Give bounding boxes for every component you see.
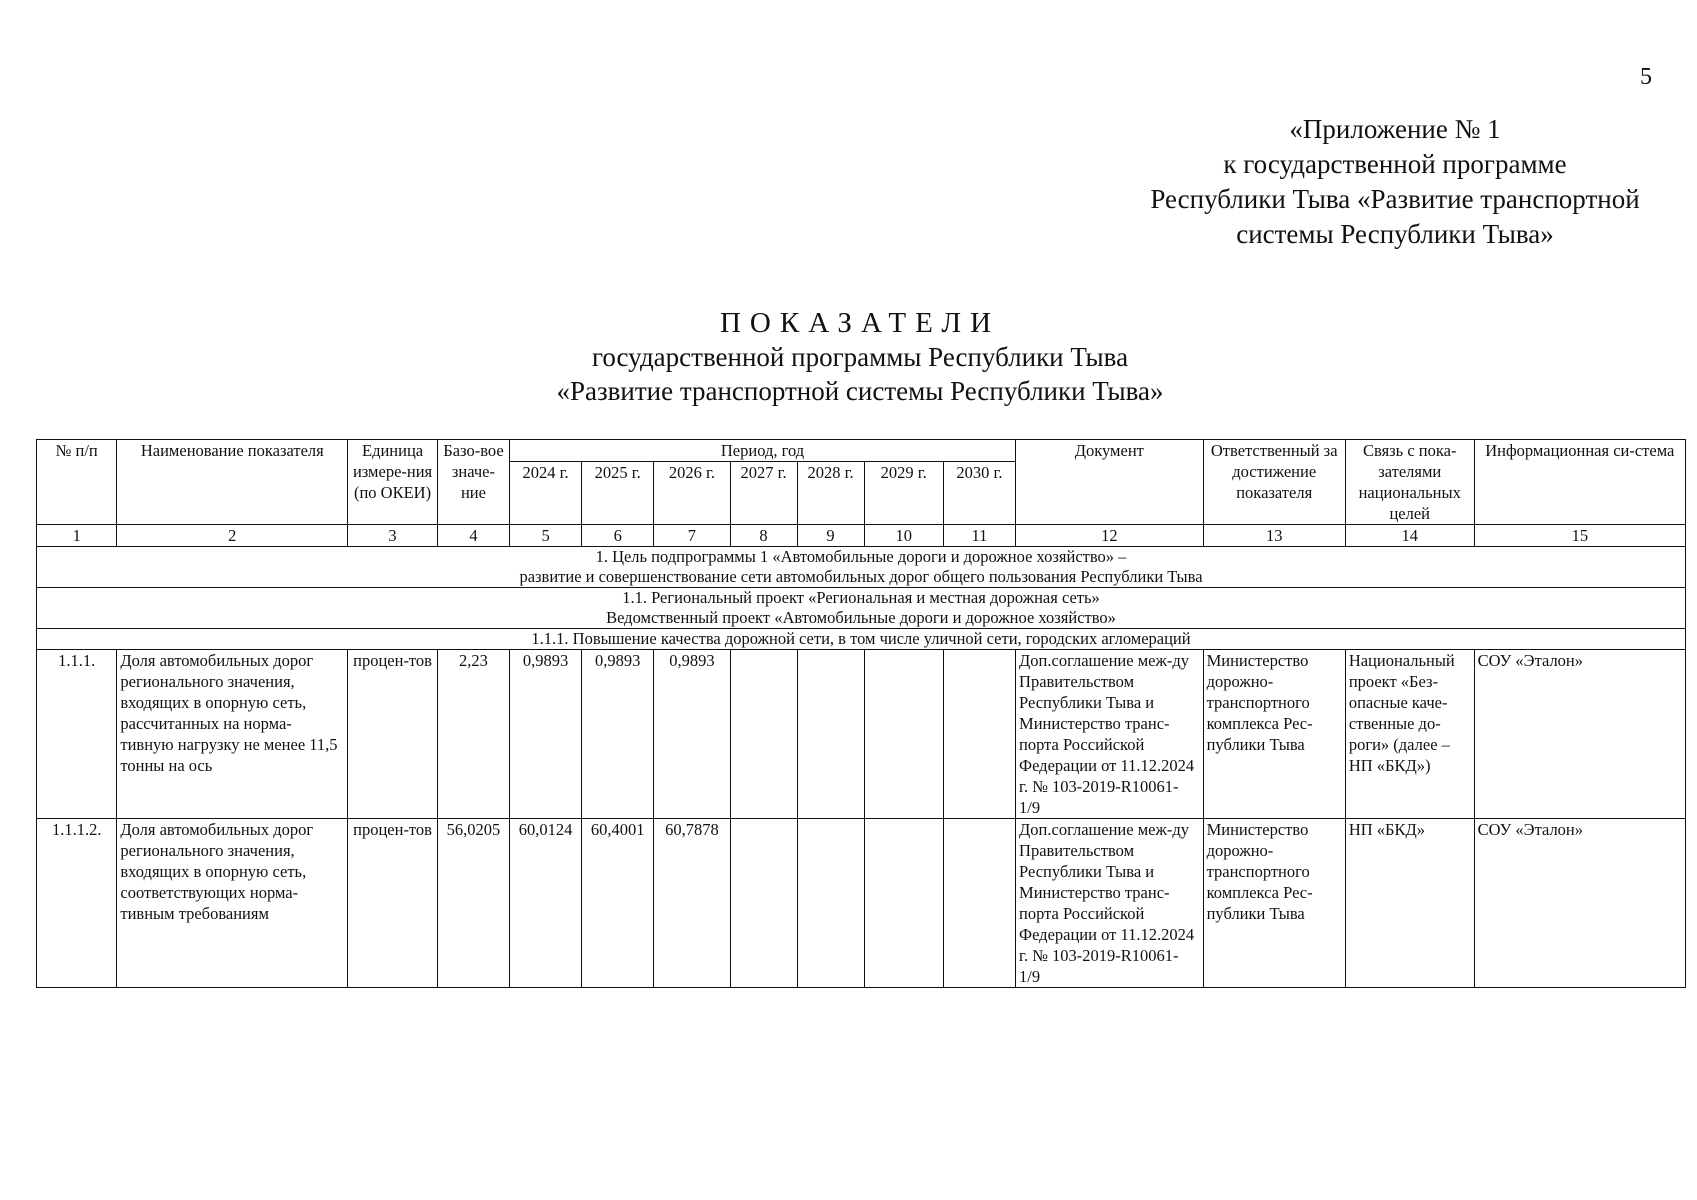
indicator-name: Доля автомобильных дорог регионального значения, входящих в опорную сеть, соответствующих норма-тивным требованиям xyxy=(117,819,348,988)
column-number: 9 xyxy=(797,525,864,547)
header-name: Наименование показателя xyxy=(117,440,348,525)
task-row xyxy=(37,629,1686,650)
column-number: 14 xyxy=(1345,525,1474,547)
header-link: Связь с пока-зателями национальных целей xyxy=(1345,440,1474,525)
column-number: 5 xyxy=(510,525,582,547)
document-title xyxy=(420,306,1300,408)
value-2027 xyxy=(730,819,797,988)
unit-cell: процен-тов xyxy=(348,819,438,988)
title-heading: ПОКАЗАТЕЛИ xyxy=(719,307,1001,339)
column-number: 7 xyxy=(654,525,730,547)
title-line-2: «Развитие транспортной системы Республики Тыва» xyxy=(556,376,1164,406)
appendix-reference xyxy=(1125,112,1665,252)
project-line-2: Ведомственный проект «Автомобильные дороги и дорожное хозяйство» xyxy=(606,608,1116,627)
goal-line-1: 1. Цель подпрограммы 1 «Автомобильные дороги и дорожное хозяйство» – xyxy=(595,547,1127,566)
column-number: 8 xyxy=(730,525,797,547)
responsible-cell: Министерство дорожно-транспортного комплекса Рес-публики Тыва xyxy=(1203,650,1345,819)
value-2029 xyxy=(864,819,943,988)
column-numbers-row xyxy=(37,525,1686,547)
row-number: 1.1.1.2. xyxy=(37,819,117,988)
value-2028 xyxy=(797,819,864,988)
value-2029 xyxy=(864,650,943,819)
info-system-cell: СОУ «Эталон» xyxy=(1474,650,1685,819)
base-value: 56,0205 xyxy=(437,819,509,988)
header-year: 2028 г. xyxy=(797,462,864,525)
document-cell: Доп.соглашение меж-ду Правительством Республики Тыва и Министерство транс-порта Российской Федерации от 11.12.2024 г. № 103-2019-R10061-1/9 xyxy=(1016,819,1204,988)
project-cell xyxy=(37,588,1686,629)
appendix-line: к государственной программе xyxy=(1223,149,1567,179)
column-number: 3 xyxy=(348,525,438,547)
project-row xyxy=(37,588,1686,629)
header-year: 2027 г. xyxy=(730,462,797,525)
header-year: 2029 г. xyxy=(864,462,943,525)
header-year: 2025 г. xyxy=(582,462,654,525)
column-number: 15 xyxy=(1474,525,1685,547)
header-num: № п/п xyxy=(37,440,117,525)
column-number: 13 xyxy=(1203,525,1345,547)
appendix-line: системы Республики Тыва» xyxy=(1236,219,1554,249)
value-2024: 0,9893 xyxy=(510,650,582,819)
table-row xyxy=(37,650,1686,819)
value-2028 xyxy=(797,650,864,819)
task-cell: 1.1.1. Повышение качества дорожной сети, в том числе уличной сети, городских агломераций xyxy=(37,629,1686,650)
header-document: Документ xyxy=(1016,440,1204,525)
value-2025: 60,4001 xyxy=(582,819,654,988)
indicator-name: Доля автомобильных дорог регионального значения, входящих в опорную сеть, рассчитанных на норма-тивную нагрузку не менее 11,5 тонны на ось xyxy=(117,650,348,819)
table-row xyxy=(37,819,1686,988)
header-unit: Единица измере-ния (по ОКЕИ) xyxy=(348,440,438,525)
row-number: 1.1.1. xyxy=(37,650,117,819)
column-number: 6 xyxy=(582,525,654,547)
column-number: 11 xyxy=(943,525,1015,547)
value-2030 xyxy=(943,819,1015,988)
link-cell: НП «БКД» xyxy=(1345,819,1474,988)
header-base: Базо-вое значе-ние xyxy=(437,440,509,525)
document-cell: Доп.соглашение меж-ду Правительством Республики Тыва и Министерство транс-порта Российской Федерации от 11.12.2024 г. № 103-2019-R10061-1/9 xyxy=(1016,650,1204,819)
responsible-cell: Министерство дорожно-транспортного комплекса Рес-публики Тыва xyxy=(1203,819,1345,988)
goal-line-2: развитие и совершенствование сети автомобильных дорог общего пользования Республики Тыва xyxy=(519,567,1203,586)
header-year: 2026 г. xyxy=(654,462,730,525)
value-2025: 0,9893 xyxy=(582,650,654,819)
column-number: 1 xyxy=(37,525,117,547)
project-line-1: 1.1. Региональный проект «Региональная и местная дорожная сеть» xyxy=(622,588,1100,607)
base-value: 2,23 xyxy=(437,650,509,819)
column-number: 10 xyxy=(864,525,943,547)
indicators-table xyxy=(36,439,1686,988)
value-2026: 60,7878 xyxy=(654,819,730,988)
unit-cell: процен-тов xyxy=(348,650,438,819)
value-2024: 60,0124 xyxy=(510,819,582,988)
appendix-line: «Приложение № 1 xyxy=(1289,114,1501,144)
header-responsible: Ответственный за достижение показателя xyxy=(1203,440,1345,525)
info-system-cell: СОУ «Эталон» xyxy=(1474,819,1685,988)
goal-row xyxy=(37,547,1686,588)
value-2027 xyxy=(730,650,797,819)
header-period: Период, год xyxy=(510,440,1016,462)
title-line-1: государственной программы Республики Тыва xyxy=(591,342,1129,372)
link-cell: Национальный проект «Без-опасные каче-ственные до-роги» (далее – НП «БКД») xyxy=(1345,650,1474,819)
value-2030 xyxy=(943,650,1015,819)
column-number: 2 xyxy=(117,525,348,547)
goal-cell xyxy=(37,547,1686,588)
value-2026: 0,9893 xyxy=(654,650,730,819)
appendix-line: Республики Тыва «Развитие транспортной xyxy=(1150,184,1640,214)
header-year: 2024 г. xyxy=(510,462,582,525)
header-year: 2030 г. xyxy=(943,462,1015,525)
column-number: 4 xyxy=(437,525,509,547)
column-number: 12 xyxy=(1016,525,1204,547)
header-info-system: Информационная си-стема xyxy=(1474,440,1685,525)
page-number: 5 xyxy=(1640,64,1652,90)
header-row xyxy=(37,440,1686,462)
